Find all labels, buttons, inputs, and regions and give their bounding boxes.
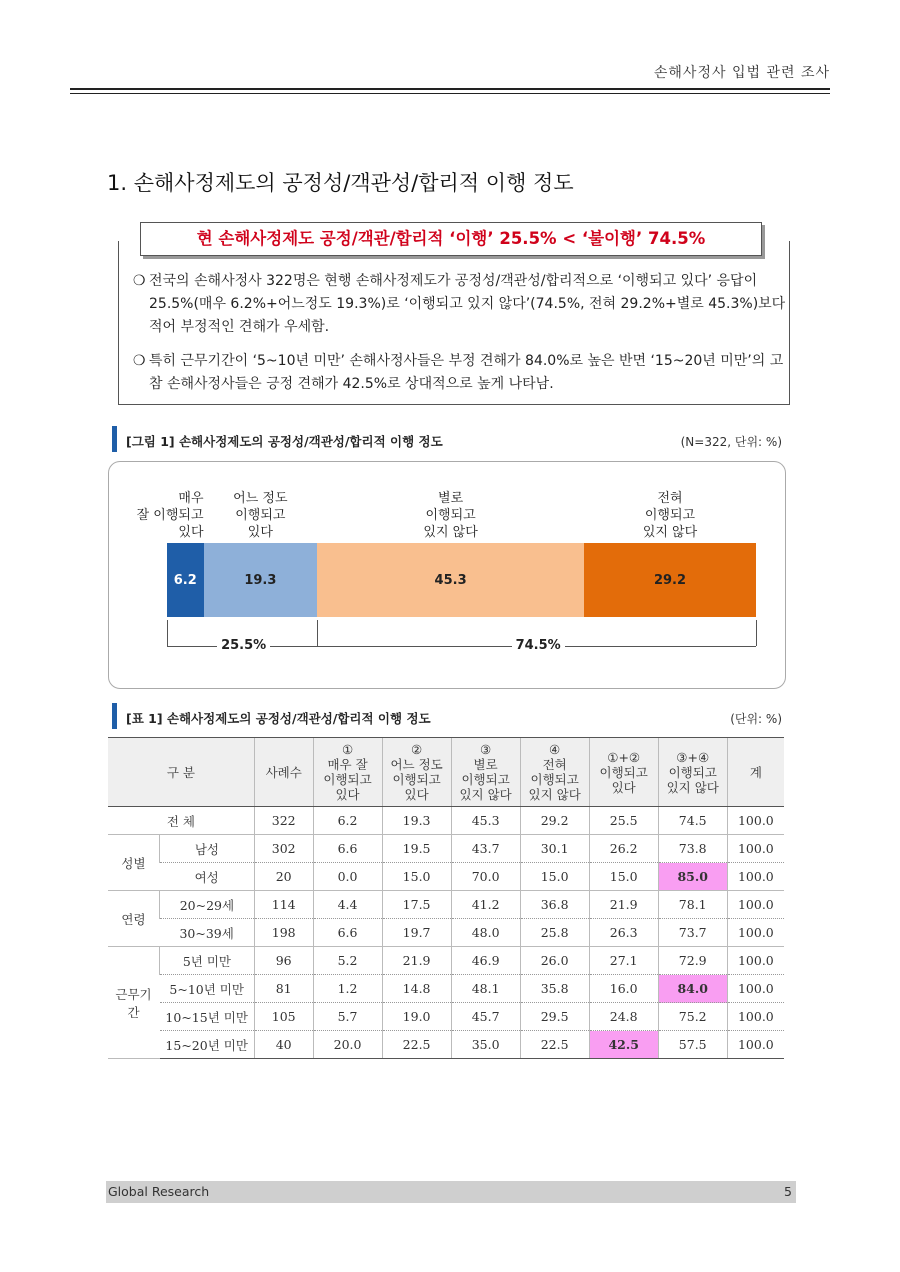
table-cell: 1.2 <box>313 975 382 1003</box>
table-cell: 14.8 <box>382 975 451 1003</box>
table-cell: 30.1 <box>520 835 589 863</box>
header-rule <box>70 88 830 90</box>
table-cell: 45.3 <box>451 807 520 835</box>
row-label: 남성 <box>160 835 255 863</box>
header-c4: ④ 전혀 이행되고 있지 않다 <box>520 738 589 807</box>
table-row <box>108 947 784 975</box>
category-label: 매우 잘 이행되고 있다 <box>136 491 204 540</box>
header-c34: ③+④ 이행되고 있지 않다 <box>658 738 727 807</box>
row-label: 5년 미만 <box>160 947 255 975</box>
footer-bar <box>106 1181 796 1203</box>
table-cell: 46.9 <box>451 947 520 975</box>
table-cell: 114 <box>254 891 313 919</box>
header-c2: ② 어느 정도 이행되고 있다 <box>382 738 451 807</box>
table-cell: 6.6 <box>313 835 382 863</box>
table-cell: 105 <box>254 1003 313 1031</box>
table-cell: 100.0 <box>727 1031 784 1059</box>
table-cell: 26.3 <box>589 919 658 947</box>
table-cell: 0.0 <box>313 863 382 891</box>
group-total-label: 74.5% <box>512 638 565 653</box>
bullet-text: 특히 근무기간이 ‘5~10년 미만’ 손해사정사들은 부정 견해가 84.0%로 높은 반면 ‘15~20년 미만’의 고참 손해사정사들은 긍정 견해가 42.5%로 상대적으로 높게 나타남. <box>149 353 784 392</box>
table-cell: 4.4 <box>313 891 382 919</box>
table-cell: 15.0 <box>382 863 451 891</box>
table-cell: 5.7 <box>313 1003 382 1031</box>
table-cell: 40 <box>254 1031 313 1059</box>
category-label: 전혀 이행되고 있지 않다 <box>642 491 698 540</box>
table-cell: 25.8 <box>520 919 589 947</box>
bar-segment: 29.2 <box>584 543 756 617</box>
bar-segment: 6.2 <box>167 543 204 617</box>
table-row <box>108 835 784 863</box>
table-cell: 19.7 <box>382 919 451 947</box>
table-cell: 6.2 <box>313 807 382 835</box>
table-row <box>108 863 784 891</box>
table-cell: 57.5 <box>658 1031 727 1059</box>
row-label: 전 체 <box>108 807 254 835</box>
table-row <box>108 919 784 947</box>
table-cell: 17.5 <box>382 891 451 919</box>
bullet-circle-icon: ❍ <box>133 273 146 289</box>
table-cell: 15.0 <box>520 863 589 891</box>
table-cell: 100.0 <box>727 919 784 947</box>
category-label: 어느 정도 이행되고 있다 <box>233 491 288 540</box>
table-cell: 72.9 <box>658 947 727 975</box>
figure-caption: [그림 1] 손해사정제도의 공정성/객관성/합리적 이행 정도 <box>126 434 443 449</box>
table-cell: 15.0 <box>589 863 658 891</box>
results-table <box>108 737 784 1059</box>
header-c12: ①+② 이행되고 있다 <box>589 738 658 807</box>
table-cell: 73.7 <box>658 919 727 947</box>
table-cell: 6.6 <box>313 919 382 947</box>
table-cell: 74.5 <box>658 807 727 835</box>
table-row <box>108 1003 784 1031</box>
table-cell: 25.5 <box>589 807 658 835</box>
table-cell: 48.1 <box>451 975 520 1003</box>
table-cell: 41.2 <box>451 891 520 919</box>
group-label: 근무기간 <box>108 947 160 1059</box>
table-row <box>108 1031 784 1059</box>
table-cell: 26.2 <box>589 835 658 863</box>
row-label: 15~20년 미만 <box>160 1031 255 1059</box>
highlighted-cell: 84.0 <box>658 975 727 1003</box>
table-row <box>108 975 784 1003</box>
header-total: 계 <box>727 738 784 807</box>
table-cell: 5.2 <box>313 947 382 975</box>
row-label: 10~15년 미만 <box>160 1003 255 1031</box>
table-cell: 27.1 <box>589 947 658 975</box>
table-caption: [표 1] 손해사정제도의 공정성/객관성/합리적 이행 정도 <box>126 711 431 726</box>
table-cell: 100.0 <box>727 947 784 975</box>
table-unit: (단위: %) <box>730 712 782 726</box>
table-cell: 100.0 <box>727 891 784 919</box>
highlighted-cell: 42.5 <box>589 1031 658 1059</box>
highlighted-cell: 85.0 <box>658 863 727 891</box>
table-cell: 22.5 <box>520 1031 589 1059</box>
row-label: 30~39세 <box>160 919 255 947</box>
group-label: 연령 <box>108 891 160 947</box>
table-cell: 26.0 <box>520 947 589 975</box>
table-cell: 100.0 <box>727 1003 784 1031</box>
table-cell: 21.9 <box>589 891 658 919</box>
table-cell: 73.8 <box>658 835 727 863</box>
group-bracket-end <box>756 620 757 646</box>
table-cell: 29.2 <box>520 807 589 835</box>
table-cell: 20 <box>254 863 313 891</box>
header-rule-thin <box>70 93 830 94</box>
table-cell: 24.8 <box>589 1003 658 1031</box>
bar-segment: 45.3 <box>317 543 584 617</box>
header-c3: ③ 별로 이행되고 있지 않다 <box>451 738 520 807</box>
table-cell: 100.0 <box>727 863 784 891</box>
table-cell: 29.5 <box>520 1003 589 1031</box>
footer-org: Global Research <box>108 1184 210 1199</box>
table-cell: 81 <box>254 975 313 1003</box>
running-header: 손해사정사 입법 관련 조사 <box>653 65 830 81</box>
row-label: 여성 <box>160 863 255 891</box>
table-cell: 70.0 <box>451 863 520 891</box>
header-group: 구 분 <box>108 738 254 807</box>
table-cell: 198 <box>254 919 313 947</box>
table-cell: 78.1 <box>658 891 727 919</box>
table-cell: 22.5 <box>382 1031 451 1059</box>
table-cell: 96 <box>254 947 313 975</box>
category-label: 별로 이행되고 있지 않다 <box>423 491 478 540</box>
table-cell: 19.5 <box>382 835 451 863</box>
table-row <box>108 891 784 919</box>
table-cell: 16.0 <box>589 975 658 1003</box>
table-cell: 19.3 <box>382 807 451 835</box>
table-cell: 21.9 <box>382 947 451 975</box>
header-n: 사례수 <box>254 738 313 807</box>
table-cell: 100.0 <box>727 835 784 863</box>
table-cell: 35.8 <box>520 975 589 1003</box>
table-cell: 20.0 <box>313 1031 382 1059</box>
row-label: 20~29세 <box>160 891 255 919</box>
bar-segment: 19.3 <box>204 543 318 617</box>
table-cell: 100.0 <box>727 807 784 835</box>
table-cell: 100.0 <box>727 975 784 1003</box>
page-number: 5 <box>784 1184 792 1199</box>
figure-unit: (N=322, 단위: %) <box>680 435 782 449</box>
table-header-row <box>108 738 784 807</box>
caption-accent-bar <box>112 426 117 452</box>
table-cell: 19.0 <box>382 1003 451 1031</box>
caption-accent-bar <box>112 703 117 729</box>
group-label: 성별 <box>108 835 160 891</box>
section-title: 1. 손해사정제도의 공정성/객관성/합리적 이행 정도 <box>107 171 574 195</box>
group-total-label: 25.5% <box>217 638 270 653</box>
bullet-circle-icon: ❍ <box>133 353 146 369</box>
table-row-total <box>108 807 784 835</box>
bullet-text: 전국의 손해사정사 322명은 현행 손해사정제도가 공정성/객관성/합리적으로 ‘이행되고 있다’ 응답이 25.5%(매우 6.2%+어느정도 19.3%)로 ‘이행되고 있지 않다’(74.5%, 전혀 29.2%+별로 45.3%)보다 적어 부정적인 견해가 우세함. <box>149 273 786 335</box>
summary-headline: 현 손해사정제도 공정/객관/합리적 ‘이행’ 25.5% < ‘불이행’ 74.5% <box>140 222 762 256</box>
header-c1: ① 매우 잘 이행되고 있다 <box>313 738 382 807</box>
table-cell: 48.0 <box>451 919 520 947</box>
table-cell: 302 <box>254 835 313 863</box>
row-label: 5~10년 미만 <box>160 975 255 1003</box>
table-cell: 43.7 <box>451 835 520 863</box>
table-cell: 45.7 <box>451 1003 520 1031</box>
table-cell: 75.2 <box>658 1003 727 1031</box>
table-cell: 36.8 <box>520 891 589 919</box>
table-cell: 35.0 <box>451 1031 520 1059</box>
table-cell: 322 <box>254 807 313 835</box>
